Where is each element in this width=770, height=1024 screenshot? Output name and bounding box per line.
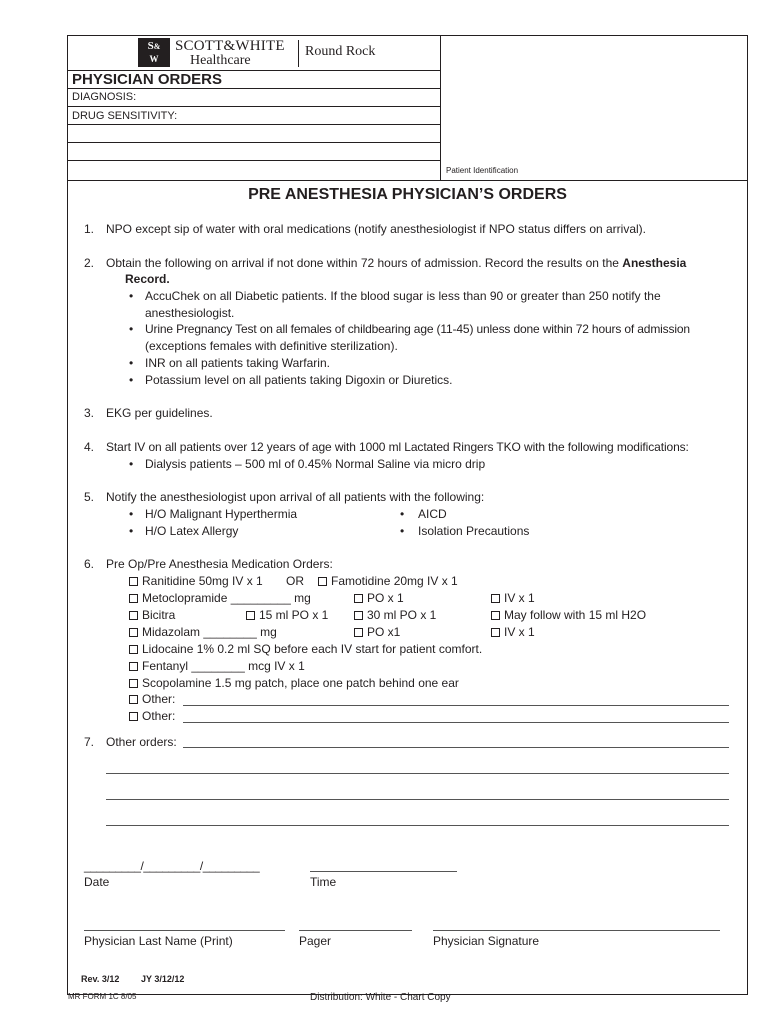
bicitra-15-checkbox[interactable] xyxy=(246,611,255,620)
other-2-option xyxy=(129,709,175,723)
bicitra-h2o-checkbox[interactable] xyxy=(491,611,500,620)
other-orders-field-2[interactable] xyxy=(106,773,729,774)
other-2-label: Other: xyxy=(142,709,176,723)
bicitra-option xyxy=(129,608,175,622)
form-title: PHYSICIAN ORDERS xyxy=(72,71,223,88)
other-1-option xyxy=(129,692,175,706)
blank-line-1 xyxy=(67,124,440,125)
item-2-text xyxy=(106,256,686,270)
item-7-number: 7. xyxy=(84,735,95,749)
other-2-checkbox[interactable] xyxy=(129,712,138,721)
bicitra-15-option xyxy=(246,608,328,622)
item-2-bullet-2b: (exceptions females with definitive sterilization). xyxy=(145,339,398,353)
item-1-text: NPO except sip of water with oral medications (notify anesthesiologist if NPO status differs on arrival). xyxy=(106,222,647,236)
other-orders-field-3[interactable] xyxy=(106,799,729,800)
fentanyl-label: Fentanyl ________ mcg IV x 1 xyxy=(142,659,305,673)
item-5-bullet-4: Isolation Precautions xyxy=(418,524,530,538)
lastname-field[interactable] xyxy=(84,930,285,931)
logo-divider xyxy=(298,40,299,67)
date-field[interactable]: _________/_________/_________ xyxy=(84,859,260,873)
scopolamine-label: Scopolamine 1.5 mg patch, place one patch behind one ear xyxy=(142,676,459,690)
blank-line-3 xyxy=(67,160,440,161)
famotidine-option xyxy=(318,574,458,588)
bullet: • xyxy=(400,507,405,521)
other-orders-field-1[interactable] xyxy=(183,747,729,748)
item-1-number: 1. xyxy=(84,222,95,236)
logo xyxy=(138,38,298,68)
meto-iv-checkbox[interactable] xyxy=(491,594,500,603)
or-label: OR xyxy=(286,574,304,588)
item-6-number: 6. xyxy=(84,557,95,571)
bicitra-30-option xyxy=(354,608,436,622)
midazolam-option xyxy=(129,625,277,639)
bicitra-h2o-label: May follow with 15 ml H2O xyxy=(504,608,647,622)
drug-top-line xyxy=(67,106,440,107)
time-label: Time xyxy=(310,875,337,889)
item-5-bullet-3: H/O Latex Allergy xyxy=(145,524,239,538)
fentanyl-checkbox[interactable] xyxy=(129,662,138,671)
mida-po-option xyxy=(354,625,400,639)
metoclopramide-checkbox[interactable] xyxy=(129,594,138,603)
midazolam-label: Midazolam ________ mg xyxy=(142,625,277,639)
lastname-label: Physician Last Name (Print) xyxy=(84,934,233,948)
item-3-text: EKG per guidelines. xyxy=(106,406,213,420)
ranitidine-label: Ranitidine 50mg IV x 1 xyxy=(142,574,263,588)
bullet: • xyxy=(129,322,134,336)
mida-po-label: PO x1 xyxy=(367,625,401,639)
item-4-bullet-1: Dialysis patients – 500 ml of 0.45% Normal Saline via micro drip xyxy=(145,457,486,471)
bullet: • xyxy=(129,356,134,370)
diagnosis-label: DIAGNOSIS: xyxy=(72,91,137,103)
metoclopramide-label: Metoclopramide _________ mg xyxy=(142,591,311,605)
item-2-number: 2. xyxy=(84,256,95,270)
item-4-text: Start IV on all patients over 12 years of age with 1000 ml Lactated Ringers TKO with the following modifications: xyxy=(106,440,689,454)
item-2-bullet-1b: anesthesiologist. xyxy=(145,306,235,320)
item-5-bullet-1: H/O Malignant Hyperthermia xyxy=(145,507,298,521)
form-number: MR FORM 1C 8/05 xyxy=(68,992,137,1001)
other-1-label: Other: xyxy=(142,692,176,706)
diagnosis-top-line xyxy=(67,88,440,89)
other-2-field[interactable] xyxy=(183,722,729,723)
distribution: Distribution: White - Chart Copy xyxy=(310,992,451,1003)
item-2-bullet-2a: Urine Pregnancy Test on all females of childbearing age (11-45) unless done within 72 hours of admission xyxy=(145,322,690,336)
item-2-bullet-3: INR on all patients taking Warfarin. xyxy=(145,356,330,370)
famotidine-checkbox[interactable] xyxy=(318,577,327,586)
ranitidine-checkbox[interactable] xyxy=(129,577,138,586)
item-6-text: Pre Op/Pre Anesthesia Medication Orders: xyxy=(106,557,333,571)
bullet: • xyxy=(129,373,134,387)
bullet: • xyxy=(400,524,405,538)
signature-label: Physician Signature xyxy=(433,934,540,948)
other-1-field[interactable] xyxy=(183,705,729,706)
bullet: • xyxy=(129,507,134,521)
logo-monogram: S& W xyxy=(138,38,170,67)
meto-iv-option xyxy=(491,591,535,605)
item-4-number: 4. xyxy=(84,440,95,454)
scopolamine-option xyxy=(129,676,459,690)
mida-po-checkbox[interactable] xyxy=(354,628,363,637)
item-2-bullet-1a: AccuChek on all Diabetic patients. If the blood sugar is less than 90 or greater than 250 notify the xyxy=(145,289,661,303)
item-5-text: Notify the anesthesiologist upon arrival of all patients with the following: xyxy=(106,490,485,504)
item-2-bullet-4: Potassium level on all patients taking Digoxin or Diuretics. xyxy=(145,373,453,387)
other-orders-field-4[interactable] xyxy=(106,825,729,826)
mida-iv-checkbox[interactable] xyxy=(491,628,500,637)
mida-iv-label: IV x 1 xyxy=(504,625,535,639)
pager-field[interactable] xyxy=(299,930,412,931)
bicitra-h2o-option xyxy=(491,608,646,622)
bullet: • xyxy=(129,524,134,538)
pager-label: Pager xyxy=(299,934,332,948)
item-5-bullet-2: AICD xyxy=(418,507,447,521)
item-7-text: Other orders: xyxy=(106,735,177,749)
meto-po-option xyxy=(354,591,404,605)
lidocaine-checkbox[interactable] xyxy=(129,645,138,654)
patient-id-label: Patient Identification xyxy=(446,166,519,175)
jy-label: JY 3/12/12 xyxy=(141,974,185,984)
item-3-number: 3. xyxy=(84,406,95,420)
meto-iv-label: IV x 1 xyxy=(504,591,535,605)
blank-line-2 xyxy=(67,142,440,143)
famotidine-label: Famotidine 20mg IV x 1 xyxy=(331,574,458,588)
date-label: Date xyxy=(84,875,110,889)
midazolam-checkbox[interactable] xyxy=(129,628,138,637)
logo-name: SCOTT&WHITE xyxy=(175,38,285,54)
fentanyl-option xyxy=(129,659,305,673)
bullet: • xyxy=(129,289,134,303)
metoclopramide-option xyxy=(129,591,311,605)
time-field[interactable] xyxy=(310,871,457,872)
page-title: PRE ANESTHESIA PHYSICIAN’S ORDERS xyxy=(248,186,567,203)
bicitra-checkbox[interactable] xyxy=(129,611,138,620)
item-2-bold-1: Anesthesia xyxy=(622,256,687,270)
bicitra-label: Bicitra xyxy=(142,608,176,622)
logo-sub: Healthcare xyxy=(190,53,251,68)
ranitidine-option xyxy=(129,574,263,588)
rev-label: Rev. 3/12 xyxy=(81,974,120,984)
bicitra-30-label: 30 ml PO x 1 xyxy=(367,608,437,622)
bicitra-15-label: 15 ml PO x 1 xyxy=(259,608,329,622)
lidocaine-option xyxy=(129,642,482,656)
other-1-checkbox[interactable] xyxy=(129,695,138,704)
bullet: • xyxy=(129,457,134,471)
scopolamine-checkbox[interactable] xyxy=(129,679,138,688)
meto-po-label: PO x 1 xyxy=(367,591,404,605)
location: Round Rock xyxy=(305,44,376,59)
meto-po-checkbox[interactable] xyxy=(354,594,363,603)
item-2-bold-2: Record. xyxy=(125,272,170,286)
header-divider xyxy=(440,35,441,180)
mida-iv-option xyxy=(491,625,535,639)
drug-sensitivity-label: DRUG SENSITIVITY: xyxy=(72,110,178,122)
bicitra-30-checkbox[interactable] xyxy=(354,611,363,620)
item-2-text-main: Obtain the following on arrival if not done within 72 hours of admission. Record the results on the xyxy=(106,256,619,270)
header-bottom-line xyxy=(67,180,748,181)
item-5-number: 5. xyxy=(84,490,95,504)
lidocaine-label: Lidocaine 1% 0.2 ml SQ before each IV start for patient comfort. xyxy=(142,642,483,656)
signature-field[interactable] xyxy=(433,930,720,931)
